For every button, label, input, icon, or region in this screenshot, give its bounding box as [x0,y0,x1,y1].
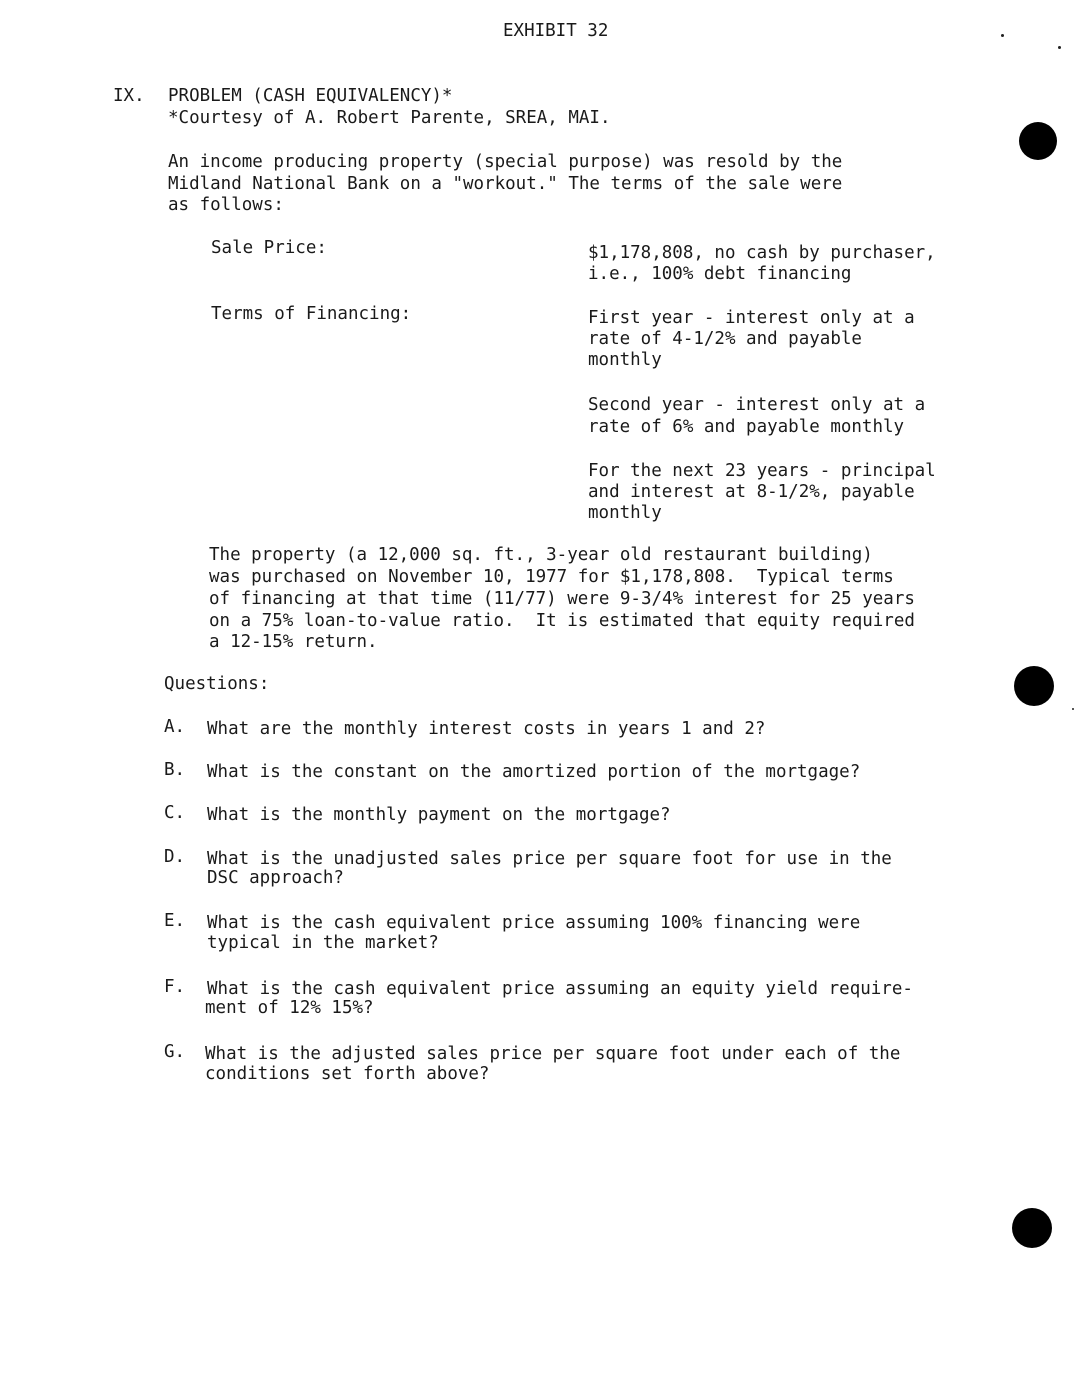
question-letter: C. [164,803,186,823]
section-number: IX. [113,86,145,106]
punch-hole-icon [1012,1208,1052,1248]
questions-heading: Questions: [164,674,270,694]
question-letter: G. [164,1042,186,1062]
question-text: What are the monthly interest costs in years 1 and 2? [207,719,766,739]
courtesy-note: *Courtesy of A. Robert Parente, SREA, MAI. [168,108,611,128]
property-line: on a 75% loan-to-value ratio. It is estimated that equity required [209,611,915,631]
property-line: of financing at that time (11/77) were 9-3/4% interest for 25 years [209,589,915,609]
property-line: The property (a 12,000 sq. ft., 3-year old restaurant building) [209,545,873,565]
question-text: What is the adjusted sales price per square foot under each of the [205,1044,901,1064]
next-years-terms: and interest at 8-1/2%, payable [588,482,915,502]
second-year-terms: Second year - interest only at a [588,395,926,415]
question-letter: B. [164,760,186,780]
question-letter: A. [164,717,186,737]
question-text: DSC approach? [207,868,344,888]
question-text: What is the monthly payment on the mortgage? [207,805,671,825]
question-text: What is the unadjusted sales price per square foot for use in the [207,849,892,869]
punch-hole-icon [1014,666,1054,706]
next-years-terms: monthly [588,503,662,523]
first-year-terms: monthly [588,350,662,370]
intro-line: An income producing property (special purpose) was resold by the [168,152,843,172]
sale-price-value: $1,178,808, no cash by purchaser, [588,243,936,263]
question-letter: D. [164,847,186,867]
scan-speck [1001,34,1004,37]
property-line: was purchased on November 10, 1977 for $1,178,808. Typical terms [209,567,894,587]
financing-label: Terms of Financing: [211,304,412,324]
question-letter: E. [164,911,186,931]
next-years-terms: For the next 23 years - principal [588,461,936,481]
punch-hole-icon [1019,122,1057,160]
intro-line: as follows: [168,195,284,215]
sale-price-value: i.e., 100% debt financing [588,264,852,284]
intro-line: Midland National Bank on a "workout." The terms of the sale were [168,174,843,194]
question-text: What is the cash equivalent price assuming an equity yield require- [207,979,913,999]
scan-speck [1072,708,1074,710]
question-text: ment of 12% 15%? [205,998,374,1018]
question-text: What is the cash equivalent price assuming 100% financing were [207,913,861,933]
property-line: a 12-15% return. [209,632,378,652]
sale-price-label: Sale Price: [211,238,327,258]
scan-speck [1058,46,1061,49]
second-year-terms: rate of 6% and payable monthly [588,417,905,437]
question-text: What is the constant on the amortized portion of the mortgage? [207,762,861,782]
question-letter: F. [164,977,186,997]
first-year-terms: rate of 4-1/2% and payable [588,329,862,349]
question-text: conditions set forth above? [205,1064,490,1084]
section-title: PROBLEM (CASH EQUIVALENCY)* [168,86,453,106]
first-year-terms: First year - interest only at a [588,308,915,328]
question-text: typical in the market? [207,933,439,953]
exhibit-title: EXHIBIT 32 [503,21,609,41]
